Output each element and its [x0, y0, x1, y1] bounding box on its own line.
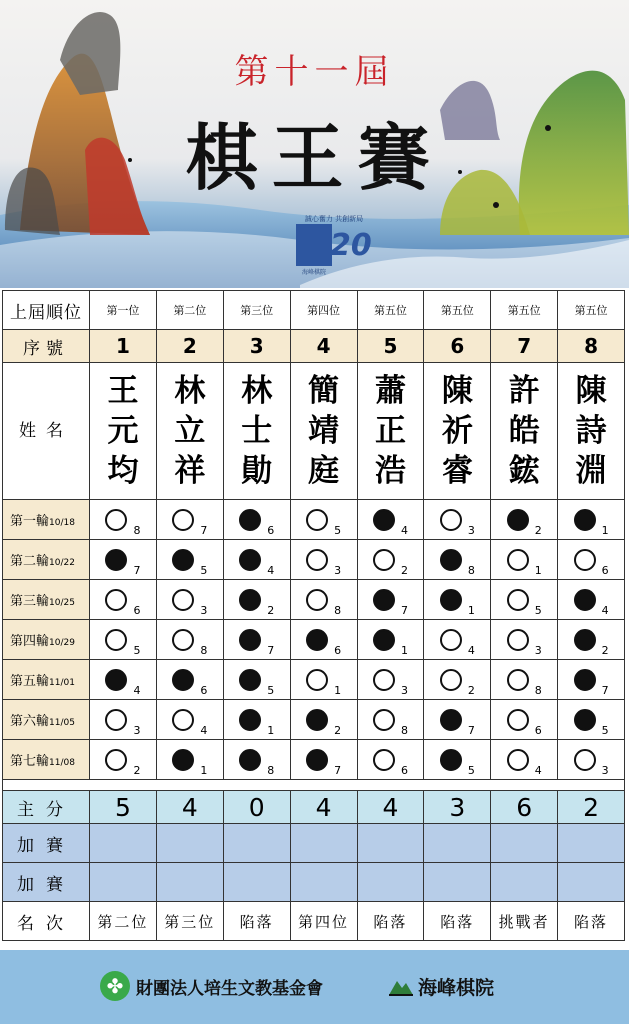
opponent-number: 1: [200, 763, 208, 777]
white-stone-icon: [373, 709, 395, 731]
opponent-number: 5: [467, 763, 475, 777]
results-table: [2, 290, 625, 941]
black-stone-icon: [440, 589, 462, 611]
black-stone-icon: [373, 589, 395, 611]
name-header: 姓名: [3, 363, 90, 500]
game-cell: [357, 620, 424, 660]
black-stone-icon: [440, 709, 462, 731]
seed-cell: 4: [290, 330, 357, 363]
player-name-cell: [156, 363, 223, 500]
opponent-number: 4: [534, 763, 542, 777]
game-cell: [223, 660, 290, 700]
game-cell: [424, 660, 491, 700]
logo-caption: 誠心奮力 共創新局: [304, 215, 364, 223]
prev-rank-cell: 第五位: [491, 291, 558, 330]
player-name-cell: [424, 363, 491, 500]
final-rank-cell: 第三位: [156, 902, 223, 941]
score-cell: 2: [558, 791, 625, 824]
opponent-number: 1: [467, 603, 475, 617]
player-name: 陳詩淵: [575, 373, 607, 489]
white-stone-icon: [105, 589, 127, 611]
black-stone-icon: [440, 549, 462, 571]
white-stone-icon: [306, 549, 328, 571]
round-label: 第二輪: [10, 554, 50, 569]
player-name: 陳祈睿: [441, 373, 473, 489]
opponent-number: 3: [133, 723, 141, 737]
playoff-cell: [558, 824, 625, 863]
opponent-number: 8: [400, 723, 408, 737]
black-stone-icon: [373, 629, 395, 651]
round-header: [3, 580, 90, 620]
game-cell: [156, 660, 223, 700]
opponent-number: 2: [601, 643, 609, 657]
opponent-number: 3: [334, 563, 342, 577]
game-cell: [357, 540, 424, 580]
seed-cell: 6: [424, 330, 491, 363]
opponent-number: 5: [133, 643, 141, 657]
playoff-row-1-header: 加賽: [3, 824, 90, 863]
opponent-number: 7: [334, 763, 342, 777]
game-cell: [491, 620, 558, 660]
opponent-number: 4: [467, 643, 475, 657]
playoff-cell: [156, 824, 223, 863]
game-cell: [558, 740, 625, 780]
round-date: 10/18: [49, 518, 75, 528]
game-cell: [290, 660, 357, 700]
round-row: [3, 620, 625, 660]
playoff-cell: [491, 824, 558, 863]
game-cell: [491, 660, 558, 700]
player-name: 簡靖庭: [308, 373, 340, 489]
seed-row: [3, 330, 625, 363]
game-cell: [558, 540, 625, 580]
logo-name: 海峰棋院: [301, 269, 326, 276]
opponent-number: 7: [133, 563, 141, 577]
white-stone-icon: [507, 589, 529, 611]
round-row: [3, 740, 625, 780]
game-cell: [290, 500, 357, 540]
white-stone-icon: [440, 509, 462, 531]
opponent-number: 2: [267, 603, 275, 617]
foundation-logo: [100, 970, 323, 1002]
white-stone-icon: [172, 629, 194, 651]
white-stone-icon: [373, 669, 395, 691]
game-cell: [424, 620, 491, 660]
score-cell: 4: [156, 791, 223, 824]
white-stone-icon: [172, 509, 194, 531]
black-stone-icon: [172, 669, 194, 691]
divider-cell: [3, 780, 625, 791]
white-stone-icon: [105, 629, 127, 651]
black-stone-icon: [239, 629, 261, 651]
round-date: 10/22: [49, 558, 75, 568]
mountain-icon: [388, 975, 414, 997]
final-rank-row-header: 名次: [3, 902, 90, 941]
name-row: [3, 363, 625, 500]
score-row-header: 主分: [3, 791, 90, 824]
playoff-cell: [90, 863, 157, 902]
round-label: 第四輪: [10, 634, 50, 649]
round-header: [3, 700, 90, 740]
round-row: [3, 580, 625, 620]
game-cell: [90, 580, 157, 620]
game-cell: [290, 740, 357, 780]
playoff-cell: [90, 824, 157, 863]
game-cell: [491, 580, 558, 620]
opponent-number: 1: [601, 523, 609, 537]
score-cell: 0: [223, 791, 290, 824]
opponent-number: 4: [133, 683, 141, 697]
opponent-number: 8: [200, 643, 208, 657]
opponent-number: 7: [200, 523, 208, 537]
opponent-number: 1: [267, 723, 275, 737]
final-rank-cell: 挑戰者: [491, 902, 558, 941]
black-stone-icon: [239, 669, 261, 691]
white-stone-icon: [507, 709, 529, 731]
white-stone-icon: [306, 509, 328, 531]
footer: [0, 950, 629, 1024]
prev-rank-cell: 第五位: [558, 291, 625, 330]
final-rank-cell: 陷落: [424, 902, 491, 941]
black-stone-icon: [105, 549, 127, 571]
game-cell: [290, 620, 357, 660]
round-row: [3, 660, 625, 700]
player-name: 蕭正浩: [374, 373, 406, 489]
game-cell: [424, 540, 491, 580]
opponent-number: 2: [467, 683, 475, 697]
final-rank-cell: 陷落: [558, 902, 625, 941]
opponent-number: 8: [534, 683, 542, 697]
game-cell: [223, 540, 290, 580]
game-cell: [357, 580, 424, 620]
opponent-number: 8: [133, 523, 141, 537]
round-label: 第七輪: [10, 754, 50, 769]
game-cell: [491, 500, 558, 540]
opponent-number: 5: [601, 723, 609, 737]
academy-name: 海峰棋院: [418, 976, 495, 999]
black-stone-icon: [172, 549, 194, 571]
opponent-number: 6: [400, 763, 408, 777]
final-rank-cell: 第二位: [90, 902, 157, 941]
seed-cell: 5: [357, 330, 424, 363]
opponent-number: 4: [200, 723, 208, 737]
playoff-cell: [223, 863, 290, 902]
round-row: [3, 700, 625, 740]
black-stone-icon: [440, 749, 462, 771]
white-stone-icon: [172, 589, 194, 611]
game-cell: [223, 620, 290, 660]
playoff-cell: [357, 863, 424, 902]
white-stone-icon: [105, 709, 127, 731]
game-cell: [290, 700, 357, 740]
round-header: [3, 540, 90, 580]
white-stone-icon: [172, 709, 194, 731]
white-stone-icon: [105, 509, 127, 531]
game-cell: [90, 540, 157, 580]
game-cell: [357, 500, 424, 540]
black-stone-icon: [239, 709, 261, 731]
opponent-number: 6: [334, 643, 342, 657]
prev-rank-row: [3, 291, 625, 330]
opponent-number: 3: [601, 763, 609, 777]
score-cell: 3: [424, 791, 491, 824]
prev-rank-cell: 第二位: [156, 291, 223, 330]
player-name-cell: [90, 363, 157, 500]
prev-rank-cell: 第五位: [357, 291, 424, 330]
game-cell: [90, 620, 157, 660]
final-rank-row: [3, 902, 625, 941]
score-cell: 5: [90, 791, 157, 824]
game-cell: [156, 620, 223, 660]
opponent-number: 1: [400, 643, 408, 657]
opponent-number: 6: [133, 603, 141, 617]
game-cell: [156, 500, 223, 540]
white-stone-icon: [507, 629, 529, 651]
black-stone-icon: [239, 589, 261, 611]
game-cell: [558, 620, 625, 660]
game-cell: [223, 580, 290, 620]
opponent-number: 5: [534, 603, 542, 617]
game-cell: [558, 500, 625, 540]
opponent-number: 3: [200, 603, 208, 617]
game-cell: [424, 500, 491, 540]
round-date: 11/08: [49, 758, 75, 768]
opponent-number: 5: [334, 523, 342, 537]
playoff-row-2: [3, 863, 625, 902]
opponent-number: 1: [534, 563, 542, 577]
seed-cell: 7: [491, 330, 558, 363]
final-rank-cell: 陷落: [223, 902, 290, 941]
white-stone-icon: [440, 669, 462, 691]
white-stone-icon: [373, 549, 395, 571]
opponent-number: 8: [467, 563, 475, 577]
black-stone-icon: [574, 669, 596, 691]
game-cell: [558, 700, 625, 740]
game-cell: [357, 740, 424, 780]
seed-cell: 2: [156, 330, 223, 363]
game-cell: [156, 580, 223, 620]
black-stone-icon: [239, 509, 261, 531]
black-stone-icon: [574, 629, 596, 651]
round-label: 第三輪: [10, 594, 50, 609]
seed-cell: 1: [90, 330, 157, 363]
player-name-cell: [223, 363, 290, 500]
prev-rank-cell: 第四位: [290, 291, 357, 330]
opponent-number: 7: [267, 643, 275, 657]
score-cell: 6: [491, 791, 558, 824]
section-divider: [3, 780, 625, 791]
round-header: [3, 660, 90, 700]
playoff-cell: [424, 863, 491, 902]
white-stone-icon: [574, 749, 596, 771]
game-cell: [491, 700, 558, 740]
round-header: [3, 740, 90, 780]
playoff-row-2-header: 加賽: [3, 863, 90, 902]
seed-header: 序號: [3, 330, 90, 363]
black-stone-icon: [574, 509, 596, 531]
black-stone-icon: [306, 629, 328, 651]
player-name: 王元均: [107, 373, 139, 489]
white-stone-icon: [507, 549, 529, 571]
academy-logo: [388, 970, 494, 1002]
black-stone-icon: [239, 749, 261, 771]
black-stone-icon: [574, 709, 596, 731]
playoff-cell: [491, 863, 558, 902]
go-board-icon: [296, 224, 332, 266]
round-row: [3, 540, 625, 580]
opponent-number: 1: [334, 683, 342, 697]
opponent-number: 5: [200, 563, 208, 577]
game-cell: [156, 700, 223, 740]
game-cell: [558, 580, 625, 620]
black-stone-icon: [373, 509, 395, 531]
black-stone-icon: [239, 549, 261, 571]
black-stone-icon: [172, 749, 194, 771]
player-name-cell: [558, 363, 625, 500]
black-stone-icon: [507, 509, 529, 531]
white-stone-icon: [507, 669, 529, 691]
white-stone-icon: [105, 749, 127, 771]
round-date: 10/29: [49, 638, 75, 648]
edition-title: 第十一屆: [234, 52, 395, 92]
white-stone-icon: [574, 549, 596, 571]
opponent-number: 5: [267, 683, 275, 697]
opponent-number: 3: [467, 523, 475, 537]
opponent-number: 4: [400, 523, 408, 537]
black-stone-icon: [105, 669, 127, 691]
playoff-cell: [223, 824, 290, 863]
round-label: 第五輪: [10, 674, 50, 689]
player-name-cell: [491, 363, 558, 500]
player-name: 林立祥: [174, 373, 206, 489]
prev-rank-cell: 第五位: [424, 291, 491, 330]
opponent-number: 4: [267, 563, 275, 577]
header-banner: [0, 0, 629, 288]
opponent-number: 6: [601, 563, 609, 577]
playoff-cell: [290, 824, 357, 863]
game-cell: [491, 540, 558, 580]
opponent-number: 2: [534, 523, 542, 537]
round-label: 第六輪: [10, 714, 50, 729]
game-cell: [90, 660, 157, 700]
game-cell: [223, 700, 290, 740]
playoff-cell: [424, 824, 491, 863]
opponent-number: 3: [400, 683, 408, 697]
opponent-number: 2: [133, 763, 141, 777]
player-name: 林士勛: [241, 373, 273, 489]
playoff-cell: [558, 863, 625, 902]
black-stone-icon: [574, 589, 596, 611]
player-name-cell: [357, 363, 424, 500]
game-cell: [558, 660, 625, 700]
black-stone-icon: [306, 709, 328, 731]
game-cell: [223, 740, 290, 780]
anniversary-logo: [296, 214, 372, 274]
playoff-cell: [357, 824, 424, 863]
prev-rank-header: 上屆順位: [3, 291, 90, 330]
game-cell: [290, 540, 357, 580]
seed-cell: 8: [558, 330, 625, 363]
tournament-title: 棋王賽: [185, 115, 444, 200]
round-row: [3, 500, 625, 540]
playoff-cell: [156, 863, 223, 902]
game-cell: [290, 580, 357, 620]
game-cell: [491, 740, 558, 780]
game-cell: [156, 740, 223, 780]
round-header: [3, 620, 90, 660]
game-cell: [424, 580, 491, 620]
foundation-name: 財團法人培生文教基金會: [136, 978, 323, 999]
opponent-number: 4: [601, 603, 609, 617]
opponent-number: 3: [534, 643, 542, 657]
round-date: 10/25: [49, 598, 75, 608]
game-cell: [156, 540, 223, 580]
seed-cell: 3: [223, 330, 290, 363]
opponent-number: 2: [334, 723, 342, 737]
opponent-number: 6: [200, 683, 208, 697]
opponent-number: 7: [400, 603, 408, 617]
logo-number: 20: [330, 228, 372, 263]
opponent-number: 6: [267, 523, 275, 537]
score-cell: 4: [290, 791, 357, 824]
game-cell: [357, 700, 424, 740]
white-stone-icon: [306, 589, 328, 611]
opponent-number: 7: [467, 723, 475, 737]
white-stone-icon: [440, 629, 462, 651]
final-rank-cell: 第四位: [290, 902, 357, 941]
opponent-number: 6: [534, 723, 542, 737]
playoff-cell: [290, 863, 357, 902]
opponent-number: 8: [267, 763, 275, 777]
opponent-number: 2: [400, 563, 408, 577]
game-cell: [357, 660, 424, 700]
black-stone-icon: [306, 749, 328, 771]
opponent-number: 7: [601, 683, 609, 697]
white-stone-icon: [507, 749, 529, 771]
game-cell: [424, 700, 491, 740]
game-cell: [90, 500, 157, 540]
opponent-number: 8: [334, 603, 342, 617]
round-header: [3, 500, 90, 540]
game-cell: [90, 740, 157, 780]
white-stone-icon: [306, 669, 328, 691]
round-label: 第一輪: [10, 514, 50, 529]
playoff-row-1: [3, 824, 625, 863]
game-cell: [424, 740, 491, 780]
round-date: 11/05: [49, 718, 75, 728]
score-row: [3, 791, 625, 824]
player-name: 許皓鋐: [508, 373, 540, 489]
prev-rank-cell: 第三位: [223, 291, 290, 330]
game-cell: [223, 500, 290, 540]
prev-rank-cell: 第一位: [90, 291, 157, 330]
final-rank-cell: 陷落: [357, 902, 424, 941]
player-name-cell: [290, 363, 357, 500]
game-cell: [90, 700, 157, 740]
white-stone-icon: [373, 749, 395, 771]
round-date: 11/01: [49, 678, 75, 688]
clover-icon: [100, 971, 130, 1001]
score-cell: 4: [357, 791, 424, 824]
